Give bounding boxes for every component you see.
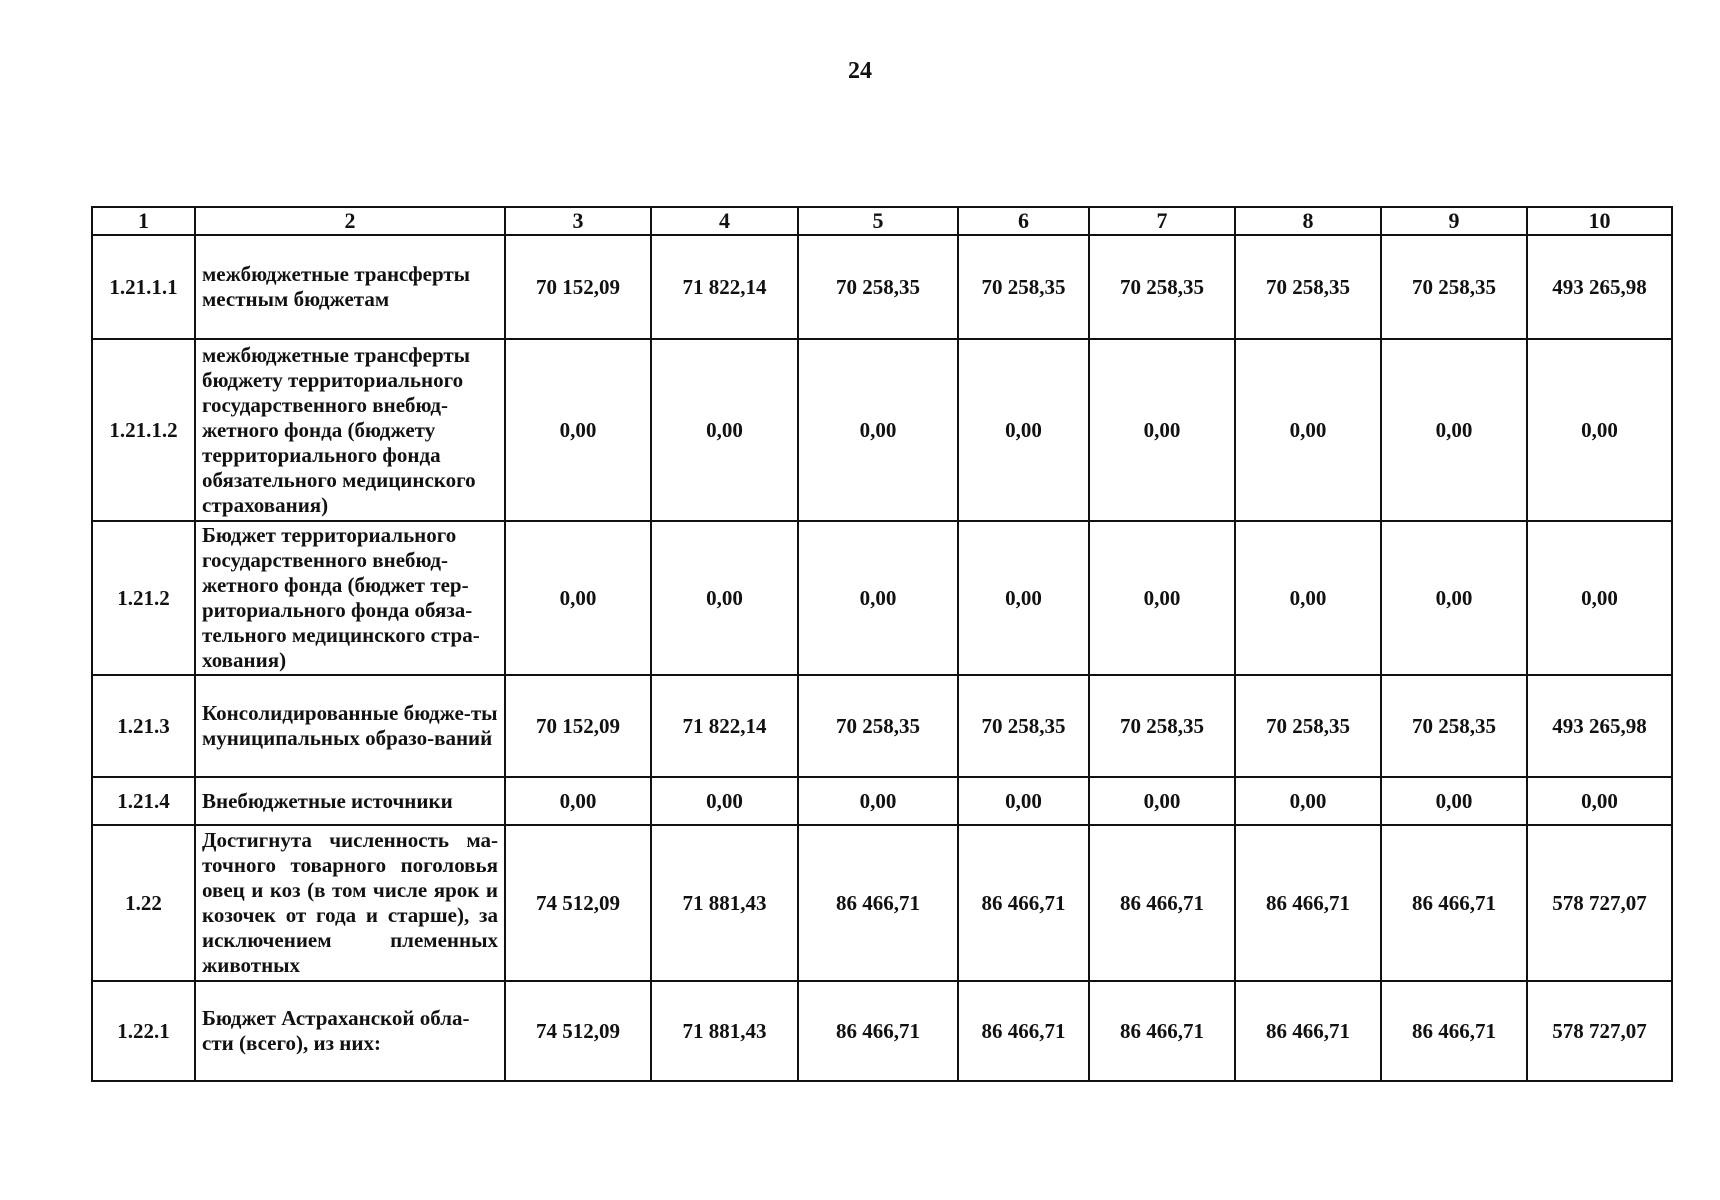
column-number-row — [92, 207, 1672, 235]
cell-value: 71 822,14 — [651, 235, 798, 339]
column-number: 8 — [1235, 207, 1381, 235]
table-row — [92, 777, 1672, 825]
cell-value: 70 152,09 — [505, 675, 651, 777]
cell-value: 0,00 — [1089, 777, 1235, 825]
cell-value: 70 258,35 — [958, 675, 1089, 777]
table-row — [92, 339, 1672, 521]
cell-value: 578 727,07 — [1527, 981, 1672, 1081]
row-name: Бюджет территориального государственного внебюд-жетного фонда (бюджет тер-риториального фонда обяза-тельного медицинского стра-хования) — [195, 521, 505, 675]
column-number: 3 — [505, 207, 651, 235]
cell-value: 71 822,14 — [651, 675, 798, 777]
row-code: 1.21.3 — [92, 675, 195, 777]
table-row — [92, 825, 1672, 981]
cell-value: 86 466,71 — [1235, 981, 1381, 1081]
table-row — [92, 235, 1672, 339]
cell-value: 86 466,71 — [1089, 825, 1235, 981]
cell-value: 86 466,71 — [1089, 981, 1235, 1081]
table-row — [92, 521, 1672, 675]
table-row — [92, 981, 1672, 1081]
column-number: 6 — [958, 207, 1089, 235]
cell-value: 86 466,71 — [958, 825, 1089, 981]
cell-value: 70 258,35 — [798, 675, 958, 777]
cell-value: 74 512,09 — [505, 825, 651, 981]
cell-value: 0,00 — [505, 521, 651, 675]
cell-value: 74 512,09 — [505, 981, 651, 1081]
row-name: межбюджетные трансферты местным бюджетам — [195, 235, 505, 339]
cell-value: 70 258,35 — [1235, 235, 1381, 339]
cell-value: 86 466,71 — [1235, 825, 1381, 981]
cell-value: 493 265,98 — [1527, 675, 1672, 777]
cell-value: 70 258,35 — [1381, 235, 1527, 339]
budget-table — [91, 206, 1673, 1082]
cell-value: 70 258,35 — [958, 235, 1089, 339]
cell-value: 0,00 — [1235, 339, 1381, 521]
cell-value: 0,00 — [958, 339, 1089, 521]
row-code: 1.21.4 — [92, 777, 195, 825]
cell-value: 0,00 — [505, 777, 651, 825]
row-code: 1.21.2 — [92, 521, 195, 675]
cell-value: 86 466,71 — [1381, 825, 1527, 981]
column-number: 10 — [1527, 207, 1672, 235]
column-number: 9 — [1381, 207, 1527, 235]
cell-value: 0,00 — [958, 777, 1089, 825]
cell-value: 71 881,43 — [651, 981, 798, 1081]
cell-value: 70 258,35 — [1381, 675, 1527, 777]
cell-value: 0,00 — [1527, 777, 1672, 825]
table-row — [92, 675, 1672, 777]
cell-value: 71 881,43 — [651, 825, 798, 981]
cell-value: 0,00 — [651, 521, 798, 675]
cell-value: 70 152,09 — [505, 235, 651, 339]
cell-value: 493 265,98 — [1527, 235, 1672, 339]
cell-value: 70 258,35 — [1235, 675, 1381, 777]
row-name: Внебюджетные источники — [195, 777, 505, 825]
cell-value: 0,00 — [1235, 521, 1381, 675]
column-number: 2 — [195, 207, 505, 235]
cell-value: 0,00 — [505, 339, 651, 521]
cell-value: 0,00 — [798, 521, 958, 675]
cell-value: 0,00 — [798, 339, 958, 521]
column-number: 4 — [651, 207, 798, 235]
row-name: Бюджет Астраханской обла-сти (всего), из них: — [195, 981, 505, 1081]
cell-value: 70 258,35 — [1089, 675, 1235, 777]
cell-value: 70 258,35 — [798, 235, 958, 339]
cell-value: 0,00 — [798, 777, 958, 825]
column-number: 5 — [798, 207, 958, 235]
cell-value: 0,00 — [1381, 521, 1527, 675]
cell-value: 0,00 — [1381, 339, 1527, 521]
cell-value: 0,00 — [1089, 521, 1235, 675]
cell-value: 578 727,07 — [1527, 825, 1672, 981]
cell-value: 0,00 — [1527, 339, 1672, 521]
cell-value: 0,00 — [651, 339, 798, 521]
row-code: 1.21.1.1 — [92, 235, 195, 339]
row-name: Достигнута численность ма-точного товарного поголовья овец и коз (в том числе ярок и козочек от года и старше), за исключением племенных животных — [195, 825, 505, 981]
cell-value: 0,00 — [651, 777, 798, 825]
cell-value: 0,00 — [1089, 339, 1235, 521]
cell-value: 0,00 — [958, 521, 1089, 675]
column-number: 7 — [1089, 207, 1235, 235]
cell-value: 86 466,71 — [958, 981, 1089, 1081]
cell-value: 86 466,71 — [798, 981, 958, 1081]
page-number: 24 — [848, 58, 872, 84]
cell-value: 70 258,35 — [1089, 235, 1235, 339]
cell-value: 86 466,71 — [798, 825, 958, 981]
column-number: 1 — [92, 207, 195, 235]
row-code: 1.22.1 — [92, 981, 195, 1081]
row-name: межбюджетные трансферты бюджету территориального государственного внебюд-жетного фонда (бюджету территориального фонда обязательного медицинского страхования) — [195, 339, 505, 521]
row-code: 1.21.1.2 — [92, 339, 195, 521]
row-name: Консолидированные бюдже-ты муниципальных образо-ваний — [195, 675, 505, 777]
cell-value: 86 466,71 — [1381, 981, 1527, 1081]
row-code: 1.22 — [92, 825, 195, 981]
cell-value: 0,00 — [1381, 777, 1527, 825]
cell-value: 0,00 — [1527, 521, 1672, 675]
cell-value: 0,00 — [1235, 777, 1381, 825]
